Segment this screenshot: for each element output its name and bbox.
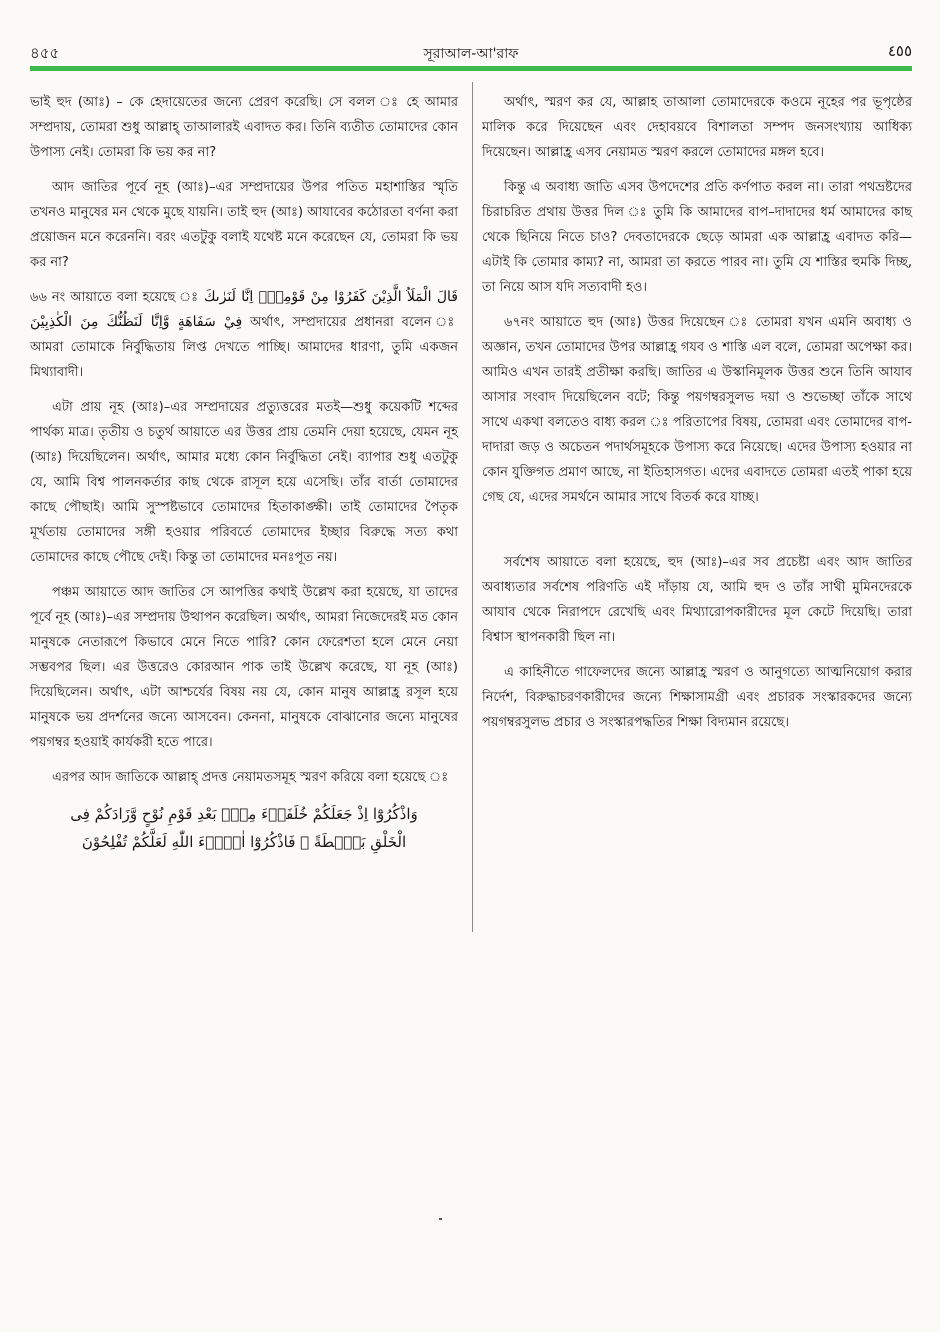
paragraph: সর্বশেষ আয়াতে বলা হয়েছে, হুদ (আঃ)–এর সব প্রচেষ্টা এবং আদ জাতির অবাধ্যতার সর্বশেষ পরিণতি এই দাঁড়ায় যে, আমি হুদ ও তাঁর সাথী মুমিনদেরকে আযাব থেকে নিরাপদে রেখেছি এবং মিথ্যারোপকারীদের মূল কেটে দিয়েছি। তারা বিশ্বাস স্থাপনকারী ছিল না। [482, 555, 912, 645]
arabic-verse-line: وَاذْكُرُوْٓا اِذْ جَعَلَكُمْ خُلَفَاۤءَ مِنْۢ بَعْدِ قَوْمِ نُوْحٍ وَّزَادَكُمْ فِى [70, 805, 418, 823]
arabic-verse-line: الْخَلْقِ بَصْۜطَةً ۚ فَاذْكُرُوْٓا اٰلَاۤءَ اللّٰهِ لَعَلَّكُمْ تُفْلِحُوْنَ [81, 833, 407, 851]
arabic-verse-block [30, 800, 458, 856]
page-number-left: ৪৫৫ [30, 44, 60, 62]
paragraph: এ কাহিনীতে গাফেলদের জন্যে আল্লাহ্র স্মরণ ও আনুগত্যে আত্মনিয়োগ করার নির্দেশ, বিরুদ্ধাচরণকারীদের জন্যে শিক্ষাসামগ্রী এবং প্রচারক সংস্কারকদের জন্যে পয়গম্বরসুলভ প্রচার ও সংস্কারপদ্ধতির শিক্ষা বিদ্যমান রয়েছে। [482, 665, 912, 730]
paragraph: ভাই হুদ (আঃ) – কে হেদায়েতের জন্যে প্রেরণ করেছি। সে বলল ঃ হে আমার সম্প্রদায়, তোমরা শুধু আল্লাহ্ তাআলারই এবাদত কর। তিনি ব্যতীত তোমাদের কোন উপাস্য নেই। তোমরা কি ভয় কর না? [30, 95, 458, 160]
verse-reference: ৬৬ নং আয়াতে বলা হয়েছে ঃ [30, 290, 199, 305]
paragraph: অর্থাৎ, স্মরণ কর যে, আল্লাহ তাআলা তোমাদেরকে কওমে নূহের পর ভূপৃষ্ঠের মালিক করে দিয়েছেন এবং দেহাবয়বে বিশালতা সম্পদ জনসংখ্যায় আধিক্য দিয়েছেন। আল্লাহ্র এসব নেয়ামত স্মরণ করলে তোমাদের মঙ্গল হবে। [482, 95, 912, 160]
header-rule [30, 66, 912, 71]
print-speck [439, 1218, 442, 1220]
arabic-verse-inline: قَالَ الْمَلَاُ الَّذِيْنَ كَفَرُوْا مِنْ قَوْمِهٖٓ اِنَّا لَنَرٰىكَ فِيْ سَفَاهَةٍ وَّاِنَّا لَنَظُنُّكَ مِنَ الْكٰذِبِيْنَ [30, 289, 458, 330]
column-divider [472, 82, 473, 932]
paragraph-with-verse [30, 285, 458, 385]
paragraph: এটা প্রায় নূহ (আঃ)–এর সম্প্রদায়ের প্রত্যুত্তরের মতই—শুধু কয়েকটি শব্দের পার্থক্য মাত্র। তৃতীয় ও চতুর্থ আয়াতে এর উত্তর প্রায় তেমনি দেয়া হয়েছে, যেমন নূহ (আঃ) দিয়েছিলেন। অর্থাৎ, আমার মধ্যে কোন নির্বুদ্ধিতা নেই। ব্যাপার শুধু এতটুকু যে, আমি বিশ্ব পালনকর্তার কাছ থেকে রাসূল হয়ে এসেছি। তাঁর বার্তা তোমাদের কাছে পৌছাই। আমি সুস্পষ্টভাবে তোমাদের হিতাকাঙ্ক্ষী। তাই তোমাদের পৈতৃক মূর্খতায় তোমাদের সঙ্গী হওয়ার পরিবর্তে তোমাদের ইচ্ছার বিরুদ্ধে সত্য কথা তোমাদের কাছে পৌছে দেই। কিন্তু তা তোমাদের মনঃপূত নয়। [30, 400, 458, 565]
left-column [30, 90, 458, 856]
paragraph: ৬৭নং আয়াতে হুদ (আঃ) উত্তর দিয়েছেন ঃ তোমরা যখন এমনি অবাধ্য ও অজ্ঞান, তখন তোমাদের উপর আল্লাহ্র গযব ও শাস্তি এল বলে, তোমরা অপেক্ষা কর। আমিও এখন তারই প্রতীক্ষা করছি। জাতির এ উস্কানিমূলক উত্তর শুনে তিনি আযাব আসার সংবাদ দিয়েছিলেন বটে; কিন্তু পয়গম্বরসুলভ দয়া ও শুভেচ্ছা তাঁকে সাথে সাথে একথা বলতেও বাধ্য করল ঃ পরিতাপের বিষয়, তোমরা এবং তোমাদের বাপ-দাদারা জড় ও অচেতন পদার্থসমূহকে উপাস্য করে নিয়েছে। এদের উপাস্য হওয়ার না কোন যুক্তিগত প্রমাণ আছে, না ইতিহাসগত। এদের এবাদতে তোমরা এতই পাকা হয়ে গেছ যে, এদের সমর্থনে আমার সাথে বিতর্ক করে যাচ্ছ। [482, 315, 912, 505]
paragraph: পঞ্চম আয়াতে আদ জাতির সে আপত্তির কথাই উল্লেখ করা হয়েছে, যা তাদের পূর্বে নূহ (আঃ)–এর সম্প্রদায় উত্থাপন করেছিল। অর্থাৎ, আমরা নিজেদেরই মত কোন মানুষকে নেতারূপে কিভাবে মেনে নিতে পারি? কোন ফেরেশতা হলে মেনে নেয়া সম্ভবপর ছিল। এর উত্তরেও কোরআন পাক তাই উল্লেখ করেছে, যা নূহ (আঃ) দিয়েছিলেন। অর্থাৎ, এটা আশ্চর্যের বিষয় নয় যে, কোন মানুষ আল্লাহ্র রসূল হয়ে মানুষকে ভয় প্রদর্শনের জন্যে আসবেন। কেননা, মানুষকে বোঝানোর জন্যে মানুষের পয়গম্বর হওয়াই কার্যকরী হতে পারে। [30, 585, 458, 750]
verse-translation: অর্থাৎ, সম্প্রদায়ের প্রধানরা বলেন ঃ আমরা তোমাকে নির্বুদ্ধিতায় লিপ্ত দেখতে পাচ্ছি। আমাদের ধারণা, তুমি একজন মিথ্যাবাদী। [30, 315, 458, 380]
running-title: সূরাআল-আ'রাফ [423, 46, 519, 62]
paragraph: এরপর আদ জাতিকে আল্লাহ্ প্রদত্ত নেয়ামতসমূহ স্মরণ করিয়ে বলা হয়েছে ঃ [52, 770, 449, 785]
paragraph: আদ জাতির পূর্বে নূহ (আঃ)–এর সম্প্রদায়ের উপর পতিত মহাশাস্তির স্মৃতি তখনও মানুষের মন থেকে মুছে যায়নি। তাই হুদ (আঃ) আযাবের কঠোরতা বর্ণনা করা প্রয়োজন মনে করেননি। বরং এতটুকু বলাই যথেষ্ট মনে করেছেন যে, তোমরা কি ভয় কর না? [30, 180, 458, 270]
page-number-right: ٤٥٥ [887, 42, 912, 60]
page-header [30, 40, 912, 66]
right-column [482, 90, 912, 745]
paragraph-gap [482, 520, 912, 550]
paragraph: কিন্তু এ অবাধ্য জাতি এসব উপদেশের প্রতি কর্ণপাত করল না। তারা পথভ্রষ্টদের চিরাচরিত প্রথায় উত্তর দিল ঃ তুমি কি আমাদের বাপ–দাদাদের ধর্ম আমাদের কাছ থেকে ছিনিয়ে নিতে চাও? দেবতাদেরকে ছেড়ে আমরা এক আল্লাহ্র এবাদত করি—এটাই কি তোমার কাম্য? না, আমরা তা করতে পারব না। তুমি যে শাস্তির হুমকি দিচ্ছ, তা নিয়ে আস যদি সত্যবাদী হও। [482, 180, 912, 295]
